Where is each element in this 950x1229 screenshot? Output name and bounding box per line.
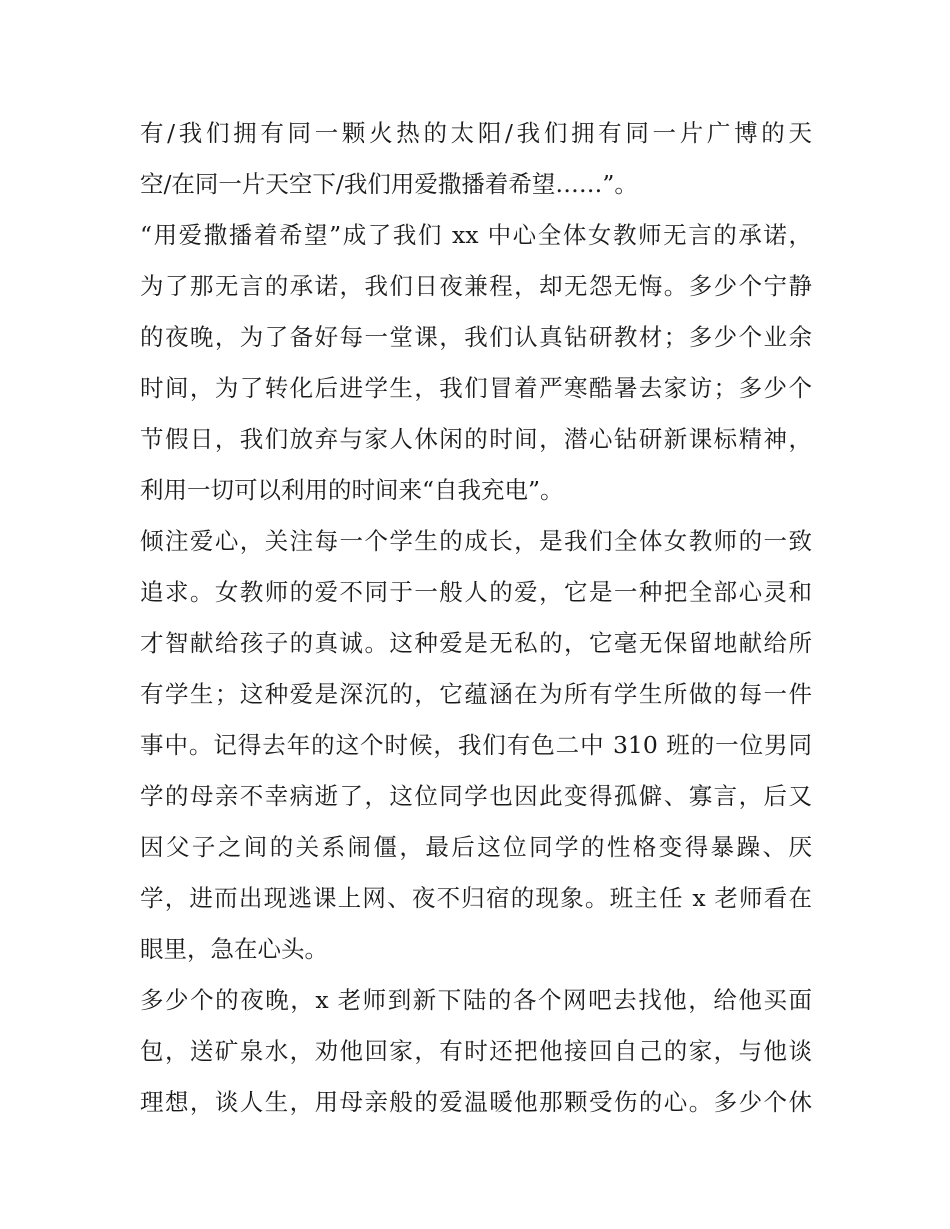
text-line: 为了那无言的承诺，我们日夜兼程，却无怨无悔。多少个宁静 (140, 272, 812, 300)
text-line: 的夜晚，为了备好每一堂课，我们认真钻研教材；多少个业余 (140, 323, 812, 351)
text-line: 倾注爱心，关注每一个学生的成长，是我们全体女教师的一致 (140, 527, 812, 555)
text-line: 才智献给孩子的真诚。这种爱是无私的，它毫无保留地献给所 (140, 629, 812, 657)
text-line: 眼里，急在心头。 (140, 935, 328, 963)
text-line: 包，送矿泉水，劝他回家，有时还把他接回自己的家，与他谈 (140, 1037, 812, 1065)
text-line: 有学生；这种爱是深沉的，它蕴涵在为所有学生所做的每一件 (140, 680, 812, 708)
text-line: “用爱撒播着希望”成了我们 xx 中心全体女教师无言的承诺， (140, 221, 812, 249)
text-line: 学的母亲不幸病逝了，这位同学也因此变得孤僻、寡言，后又 (140, 782, 812, 810)
text-line: 事中。记得去年的这个时候，我们有色二中 310 班的一位男同 (140, 731, 812, 759)
text-line: 有/我们拥有同一颗火热的太阳/我们拥有同一片广博的天 (140, 119, 812, 147)
text-line: 因父子之间的关系闹僵，最后这位同学的性格变得暴躁、厌 (140, 833, 812, 861)
body-text (140, 108, 812, 1128)
text-line: 学，进而出现逃课上网、夜不归宿的现象。班主任 x 老师看在 (140, 884, 812, 912)
text-line: 多少个的夜晚，x 老师到新下陆的各个网吧去找他，给他买面 (140, 986, 812, 1014)
text-line: 时间，为了转化后进学生，我们冒着严寒酷暑去家访；多少个 (140, 374, 812, 402)
text-line: 节假日，我们放弃与家人休闲的时间，潜心钻研新课标精神， (140, 425, 812, 453)
text-line: 追求。女教师的爱不同于一般人的爱，它是一种把全部心灵和 (140, 578, 812, 606)
text-line: 利用一切可以利用的时间来“自我充电”。 (140, 476, 564, 504)
text-line: 理想，谈人生，用母亲般的爱温暖他那颗受伤的心。多少个休 (140, 1088, 812, 1116)
text-line: 空/在同一片天空下/我们用爱撒播着希望……”。 (140, 170, 638, 198)
